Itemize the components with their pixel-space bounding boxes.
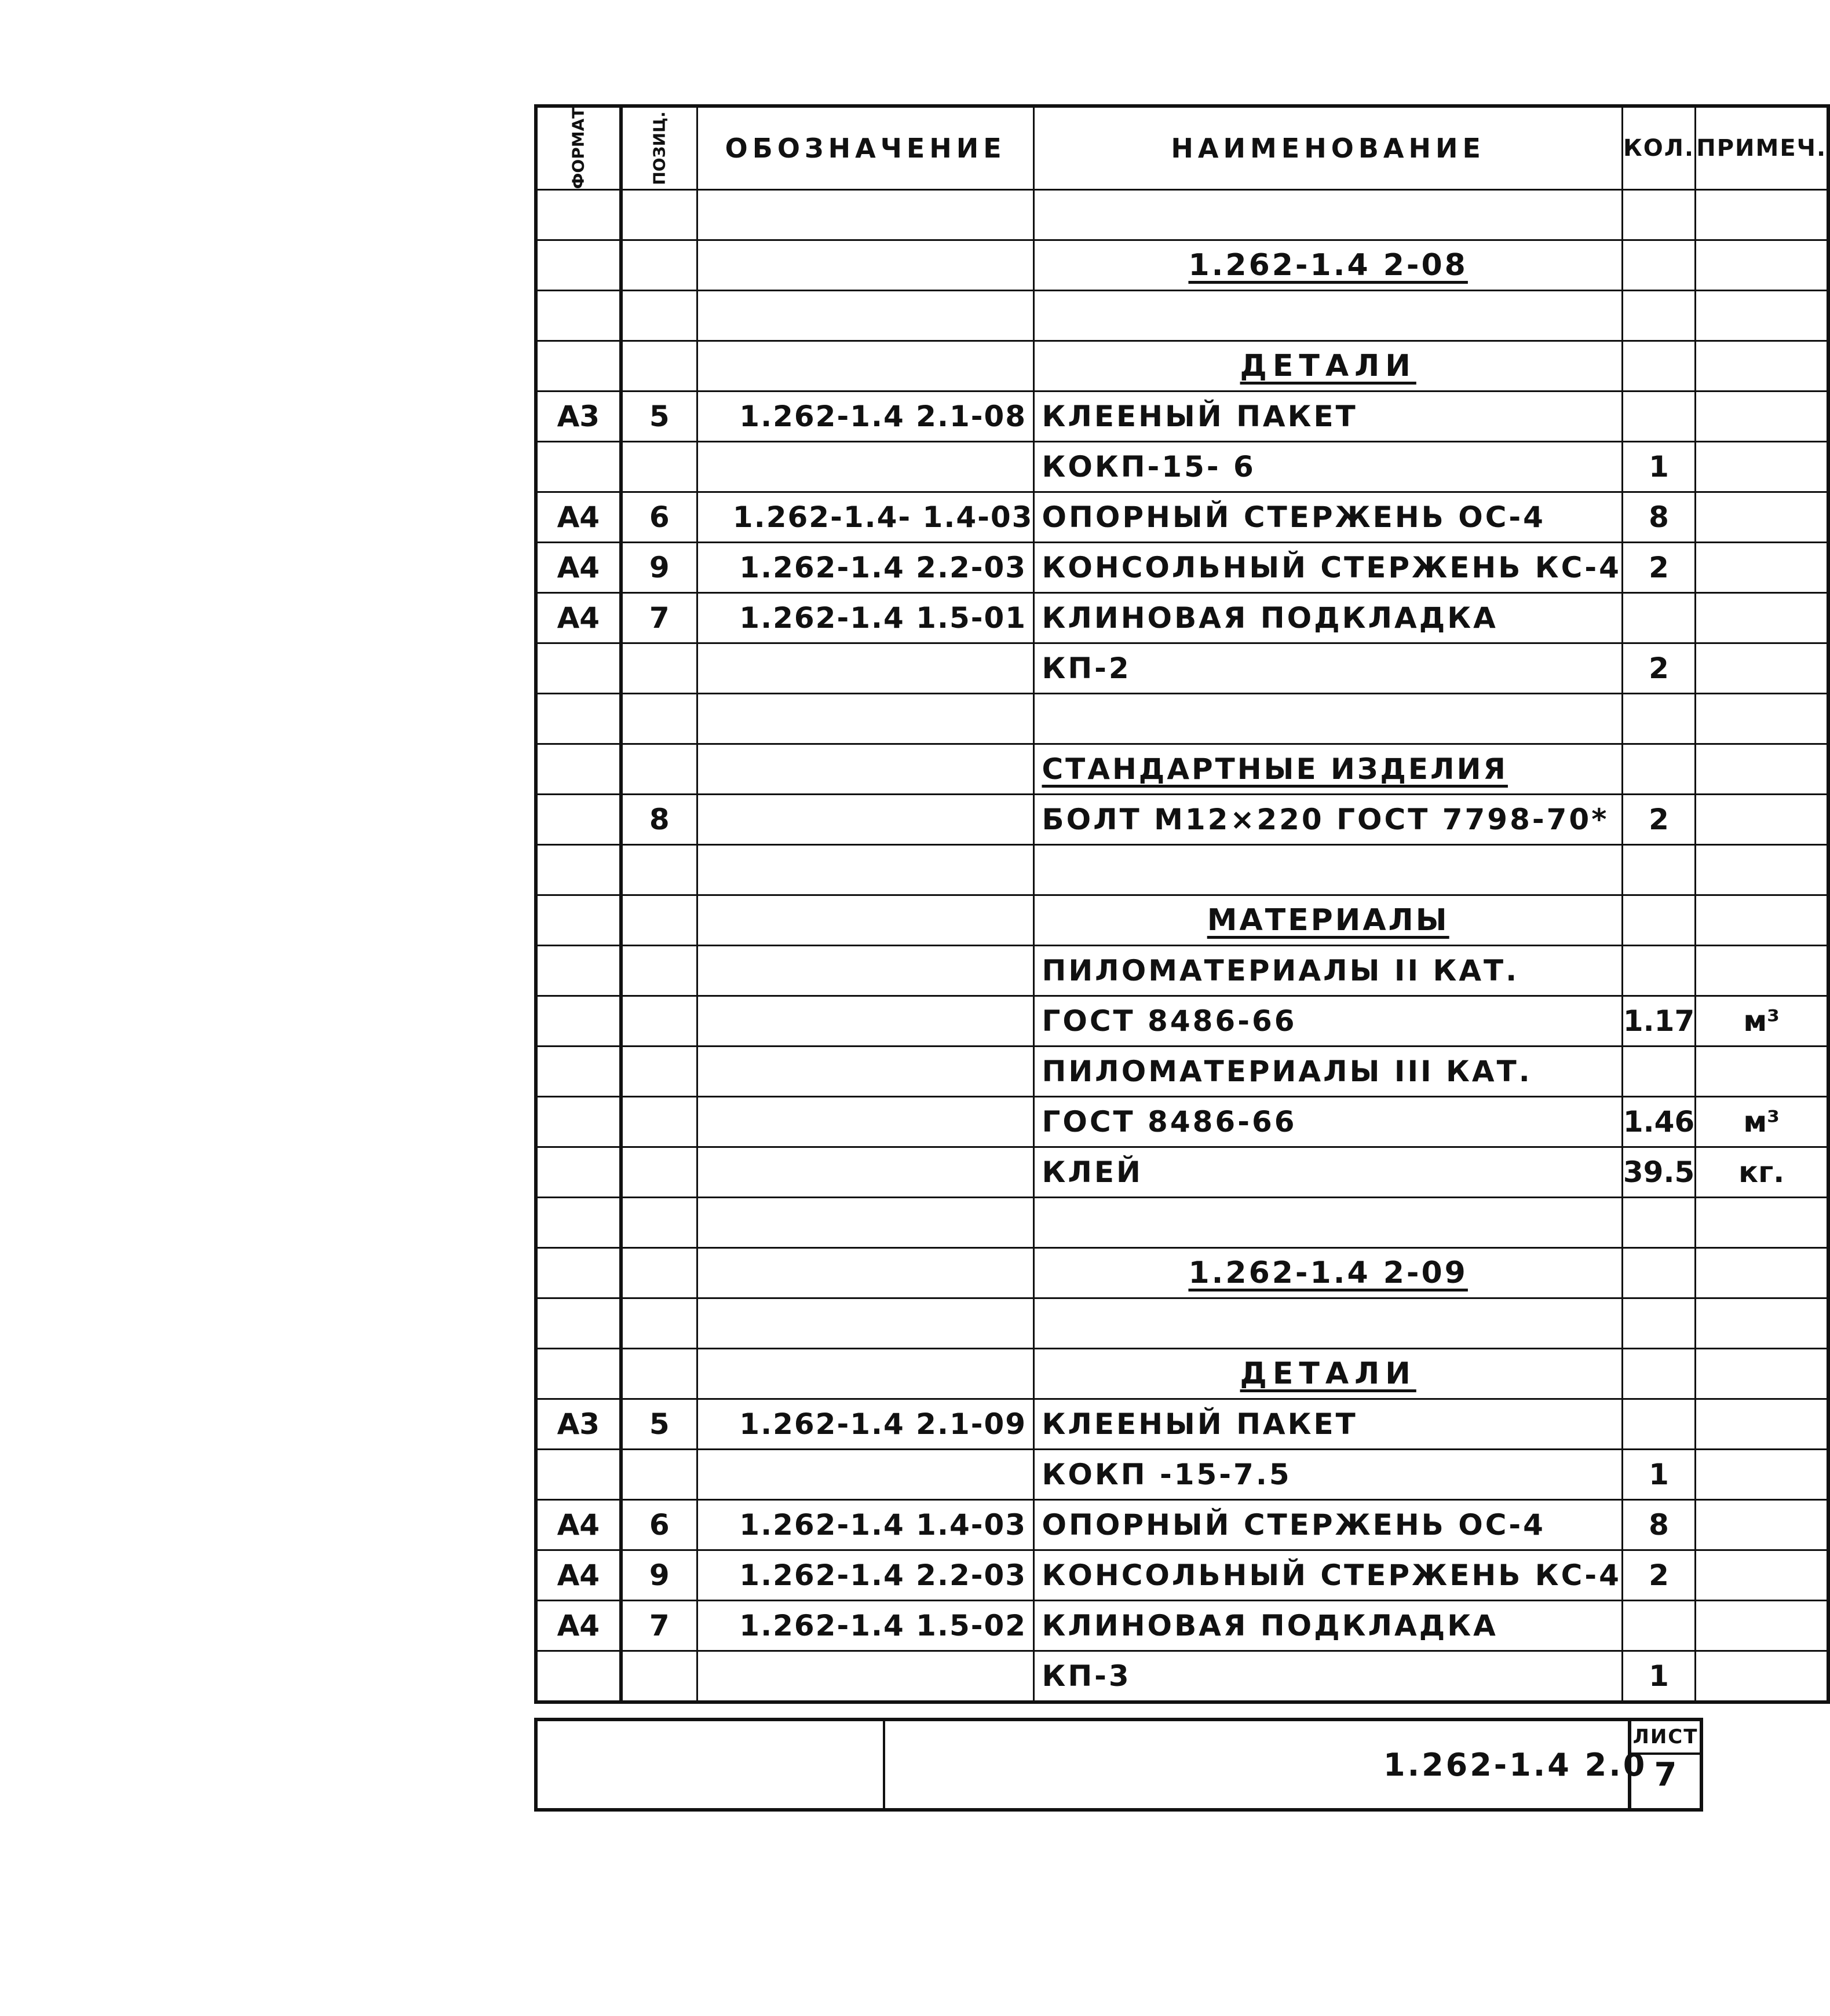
table-row <box>536 795 1828 845</box>
position-cell <box>622 1349 697 1399</box>
format-cell: А3 <box>536 1399 620 1450</box>
format-cell <box>536 795 620 845</box>
format-cell <box>536 190 620 240</box>
qty-cell <box>1622 946 1695 996</box>
note-cell <box>1696 643 1828 694</box>
designation-cell <box>697 1298 1034 1349</box>
table-row <box>536 845 1828 895</box>
position-cell: 8 <box>622 795 697 845</box>
table-body <box>536 190 1828 1703</box>
qty-cell <box>1622 1298 1695 1349</box>
table-row <box>536 643 1828 694</box>
position-cell <box>622 190 697 240</box>
format-cell: А4 <box>536 492 620 543</box>
note-cell <box>1696 543 1828 593</box>
table-row <box>536 442 1828 492</box>
name-cell: КЛЕЕНЫЙ ПАКЕТ <box>1034 392 1622 442</box>
note-cell: м³ <box>1696 996 1828 1047</box>
format-cell <box>536 1298 620 1349</box>
qty-cell <box>1622 240 1695 291</box>
qty-cell <box>1622 1399 1695 1450</box>
format-cell <box>536 643 620 694</box>
qty-cell <box>1622 392 1695 442</box>
section-heading: 1.262-1.4 2-08 <box>1188 248 1468 283</box>
qty-cell: 1 <box>1622 442 1695 492</box>
qty-cell <box>1622 190 1695 240</box>
table-header-row <box>536 106 1828 190</box>
note-cell <box>1696 442 1828 492</box>
note-cell <box>1696 1298 1828 1349</box>
qty-cell <box>1622 694 1695 744</box>
designation-cell <box>697 643 1034 694</box>
table-row <box>536 946 1828 996</box>
note-cell <box>1696 1450 1828 1500</box>
note-cell <box>1696 392 1828 442</box>
qty-cell <box>1622 895 1695 946</box>
format-cell <box>536 744 620 795</box>
table-row <box>536 1097 1828 1147</box>
note-cell <box>1696 341 1828 392</box>
format-cell: А4 <box>536 543 620 593</box>
name-cell: КОНСОЛЬНЫЙ СТЕРЖЕНЬ КС-4 <box>1034 1550 1622 1601</box>
qty-cell: 1.46 <box>1622 1097 1695 1147</box>
format-cell <box>536 1450 620 1500</box>
format-cell: А4 <box>536 1601 620 1651</box>
section-heading: ДЕТАЛИ <box>1240 1356 1416 1391</box>
format-cell <box>536 341 620 392</box>
position-cell: 7 <box>622 593 697 643</box>
note-cell <box>1696 1651 1828 1703</box>
section-heading: ДЕТАЛИ <box>1240 349 1416 383</box>
note-cell <box>1696 1248 1828 1298</box>
table-row <box>536 1349 1828 1399</box>
sheet-number-box <box>1628 1718 1703 1812</box>
position-cell <box>622 744 697 795</box>
note-cell <box>1696 1047 1828 1097</box>
designation-cell <box>697 694 1034 744</box>
position-cell <box>622 341 697 392</box>
note-cell <box>1696 593 1828 643</box>
table-row <box>536 593 1828 643</box>
table-row <box>536 1399 1828 1450</box>
position-cell <box>622 694 697 744</box>
format-cell <box>536 240 620 291</box>
position-cell <box>622 1147 697 1198</box>
note-cell <box>1696 895 1828 946</box>
format-cell <box>536 996 620 1047</box>
designation-cell <box>697 291 1034 341</box>
qty-cell <box>1622 845 1695 895</box>
designation-cell <box>697 1248 1034 1298</box>
qty-cell <box>1622 1349 1695 1399</box>
name-cell <box>1034 694 1622 744</box>
name-cell: КЛИНОВАЯ ПОДКЛАДКА <box>1034 1601 1622 1651</box>
name-cell <box>1034 190 1622 240</box>
name-cell <box>1034 341 1622 392</box>
note-cell <box>1696 1601 1828 1651</box>
format-cell <box>536 694 620 744</box>
designation-cell <box>697 190 1034 240</box>
table-row <box>536 1550 1828 1601</box>
name-cell <box>1034 1248 1622 1298</box>
specification-sheet <box>534 104 1827 1794</box>
specification-table <box>534 104 1830 1704</box>
designation-cell <box>697 1147 1034 1198</box>
qty-cell: 1 <box>1622 1450 1695 1500</box>
designation-cell: 1.262-1.4 2.1-08 <box>697 392 1034 442</box>
qty-cell <box>1622 291 1695 341</box>
position-cell <box>622 895 697 946</box>
name-cell: КЛЕЕНЫЙ ПАКЕТ <box>1034 1399 1622 1450</box>
table-row <box>536 291 1828 341</box>
qty-cell: 2 <box>1622 1550 1695 1601</box>
name-cell: ОПОРНЫЙ СТЕРЖЕНЬ ОС-4 <box>1034 492 1622 543</box>
format-cell <box>536 442 620 492</box>
name-cell <box>1034 895 1622 946</box>
table-row <box>536 1147 1828 1198</box>
col-format-header: ФОРМАТ <box>536 106 620 190</box>
position-cell <box>622 1298 697 1349</box>
position-cell <box>622 442 697 492</box>
designation-cell: 1.262-1.4 1.4-03 <box>697 1500 1034 1550</box>
format-cell: А4 <box>536 1550 620 1601</box>
position-cell <box>622 1450 697 1500</box>
position-cell <box>622 845 697 895</box>
designation-cell <box>697 341 1034 392</box>
note-cell: кг. <box>1696 1147 1828 1198</box>
format-cell <box>536 1047 620 1097</box>
format-cell <box>536 1198 620 1248</box>
name-cell <box>1034 291 1622 341</box>
designation-cell: 1.262-1.4 2.2-03 <box>697 1550 1034 1601</box>
note-cell <box>1696 1349 1828 1399</box>
table-row <box>536 895 1828 946</box>
qty-cell <box>1622 593 1695 643</box>
name-cell: КП-2 <box>1034 643 1622 694</box>
position-cell <box>622 996 697 1047</box>
table-row <box>536 1047 1828 1097</box>
name-cell: ГОСТ 8486-66 <box>1034 1097 1622 1147</box>
note-cell <box>1696 291 1828 341</box>
name-cell: ПИЛОМАТЕРИАЛЫ III КАТ. <box>1034 1047 1622 1097</box>
format-cell <box>536 1651 620 1703</box>
qty-cell <box>1622 1198 1695 1248</box>
note-cell <box>1696 1399 1828 1450</box>
position-cell <box>622 291 697 341</box>
name-cell: ГОСТ 8486-66 <box>1034 996 1622 1047</box>
name-cell <box>1034 1298 1622 1349</box>
designation-cell <box>697 1450 1034 1500</box>
qty-cell <box>1622 744 1695 795</box>
note-cell <box>1696 1500 1828 1550</box>
table-row <box>536 543 1828 593</box>
qty-cell: 1.17 <box>1622 996 1695 1047</box>
format-cell: А3 <box>536 392 620 442</box>
name-cell: ОПОРНЫЙ СТЕРЖЕНЬ ОС-4 <box>1034 1500 1622 1550</box>
format-cell <box>536 946 620 996</box>
position-cell: 7 <box>622 1601 697 1651</box>
section-heading: МАТЕРИАЛЫ <box>1207 903 1449 938</box>
note-cell <box>1696 744 1828 795</box>
name-cell: КП-3 <box>1034 1651 1622 1703</box>
position-cell <box>622 946 697 996</box>
designation-cell <box>697 1349 1034 1399</box>
table-row <box>536 1298 1828 1349</box>
designation-cell: 1.262-1.4 1.5-01 <box>697 593 1034 643</box>
note-cell <box>1696 240 1828 291</box>
name-cell: КЛЕЙ <box>1034 1147 1622 1198</box>
name-cell: БОЛТ М12×220 ГОСТ 7798-70* <box>1034 795 1622 845</box>
position-cell <box>622 1651 697 1703</box>
title-block <box>534 1718 1703 1812</box>
position-cell <box>622 1248 697 1298</box>
table-row <box>536 492 1828 543</box>
name-cell <box>1034 744 1622 795</box>
designation-cell <box>697 1047 1034 1097</box>
table-row <box>536 240 1828 291</box>
qty-cell: 2 <box>1622 543 1695 593</box>
qty-cell: 39.5 <box>1622 1147 1695 1198</box>
format-cell: А4 <box>536 1500 620 1550</box>
qty-cell: 2 <box>1622 795 1695 845</box>
note-cell <box>1696 694 1828 744</box>
table-row <box>536 996 1828 1047</box>
section-heading: СТАНДАРТНЫЕ ИЗДЕЛИЯ <box>1042 752 1508 786</box>
sheet-label: ЛИСТ <box>1631 1721 1700 1755</box>
designation-cell <box>697 795 1034 845</box>
format-cell <box>536 1248 620 1298</box>
col-position-header: ПОЗИЦ. <box>622 106 697 190</box>
position-cell <box>622 1198 697 1248</box>
position-cell: 9 <box>622 1550 697 1601</box>
note-cell <box>1696 845 1828 895</box>
name-cell <box>1034 240 1622 291</box>
designation-cell: 1.262-1.4 2.2-03 <box>697 543 1034 593</box>
sheet-number: 7 <box>1654 1756 1677 1794</box>
table-row <box>536 392 1828 442</box>
position-cell: 5 <box>622 392 697 442</box>
designation-cell <box>697 240 1034 291</box>
table-row <box>536 744 1828 795</box>
col-qty-header: КОЛ. <box>1622 106 1695 190</box>
designation-cell <box>697 895 1034 946</box>
name-cell: ПИЛОМАТЕРИАЛЫ II КАТ. <box>1034 946 1622 996</box>
format-cell <box>536 1349 620 1399</box>
position-cell <box>622 1097 697 1147</box>
name-cell: КОКП -15-7.5 <box>1034 1450 1622 1500</box>
format-cell <box>536 895 620 946</box>
qty-cell <box>1622 1601 1695 1651</box>
note-cell <box>1696 1198 1828 1248</box>
designation-cell: 1.262-1.4- 1.4-03 <box>697 492 1034 543</box>
qty-cell <box>1622 1047 1695 1097</box>
format-cell <box>536 1097 620 1147</box>
table-row <box>536 190 1828 240</box>
designation-cell <box>697 442 1034 492</box>
col-designation-header: ОБОЗНАЧЕНИЕ <box>697 106 1034 190</box>
designation-cell <box>697 1198 1034 1248</box>
designation-cell <box>697 1651 1034 1703</box>
document-code: 1.262-1.4 2.0 <box>1383 1747 1648 1783</box>
designation-cell: 1.262-1.4 2.1-09 <box>697 1399 1034 1450</box>
note-cell: м³ <box>1696 1097 1828 1147</box>
qty-cell: 8 <box>1622 492 1695 543</box>
designation-cell <box>697 1097 1034 1147</box>
position-cell <box>622 1047 697 1097</box>
position-cell <box>622 643 697 694</box>
designation-cell <box>697 946 1034 996</box>
format-cell: А4 <box>536 593 620 643</box>
table-row <box>536 1248 1828 1298</box>
name-cell <box>1034 1349 1622 1399</box>
designation-cell <box>697 845 1034 895</box>
note-cell <box>1696 795 1828 845</box>
table-row <box>536 1601 1828 1651</box>
position-cell <box>622 240 697 291</box>
format-cell <box>536 291 620 341</box>
qty-cell: 2 <box>1622 643 1695 694</box>
designation-cell <box>697 996 1034 1047</box>
designation-cell <box>697 744 1034 795</box>
name-cell <box>1034 1198 1622 1248</box>
position-cell: 9 <box>622 543 697 593</box>
name-cell: КЛИНОВАЯ ПОДКЛАДКА <box>1034 593 1622 643</box>
format-cell <box>536 1147 620 1198</box>
name-cell <box>1034 845 1622 895</box>
name-cell: КОКП-15- 6 <box>1034 442 1622 492</box>
title-block-divider <box>883 1721 885 1808</box>
format-cell <box>536 845 620 895</box>
qty-cell <box>1622 341 1695 392</box>
note-cell <box>1696 946 1828 996</box>
table-row <box>536 1198 1828 1248</box>
qty-cell <box>1622 1248 1695 1298</box>
section-heading: 1.262-1.4 2-09 <box>1188 1256 1468 1290</box>
qty-cell: 8 <box>1622 1500 1695 1550</box>
col-name-header: НАИМЕНОВАНИЕ <box>1034 106 1622 190</box>
note-cell <box>1696 190 1828 240</box>
position-cell: 5 <box>622 1399 697 1450</box>
table-row <box>536 694 1828 744</box>
qty-cell: 1 <box>1622 1651 1695 1703</box>
table-row <box>536 341 1828 392</box>
table-row <box>536 1651 1828 1703</box>
position-cell: 6 <box>622 492 697 543</box>
position-cell: 6 <box>622 1500 697 1550</box>
name-cell: КОНСОЛЬНЫЙ СТЕРЖЕНЬ КС-4 <box>1034 543 1622 593</box>
note-cell <box>1696 492 1828 543</box>
col-note-header: ПРИМЕЧ. <box>1696 106 1828 190</box>
table-row <box>536 1500 1828 1550</box>
table-row <box>536 1450 1828 1500</box>
designation-cell: 1.262-1.4 1.5-02 <box>697 1601 1034 1651</box>
note-cell <box>1696 1550 1828 1601</box>
